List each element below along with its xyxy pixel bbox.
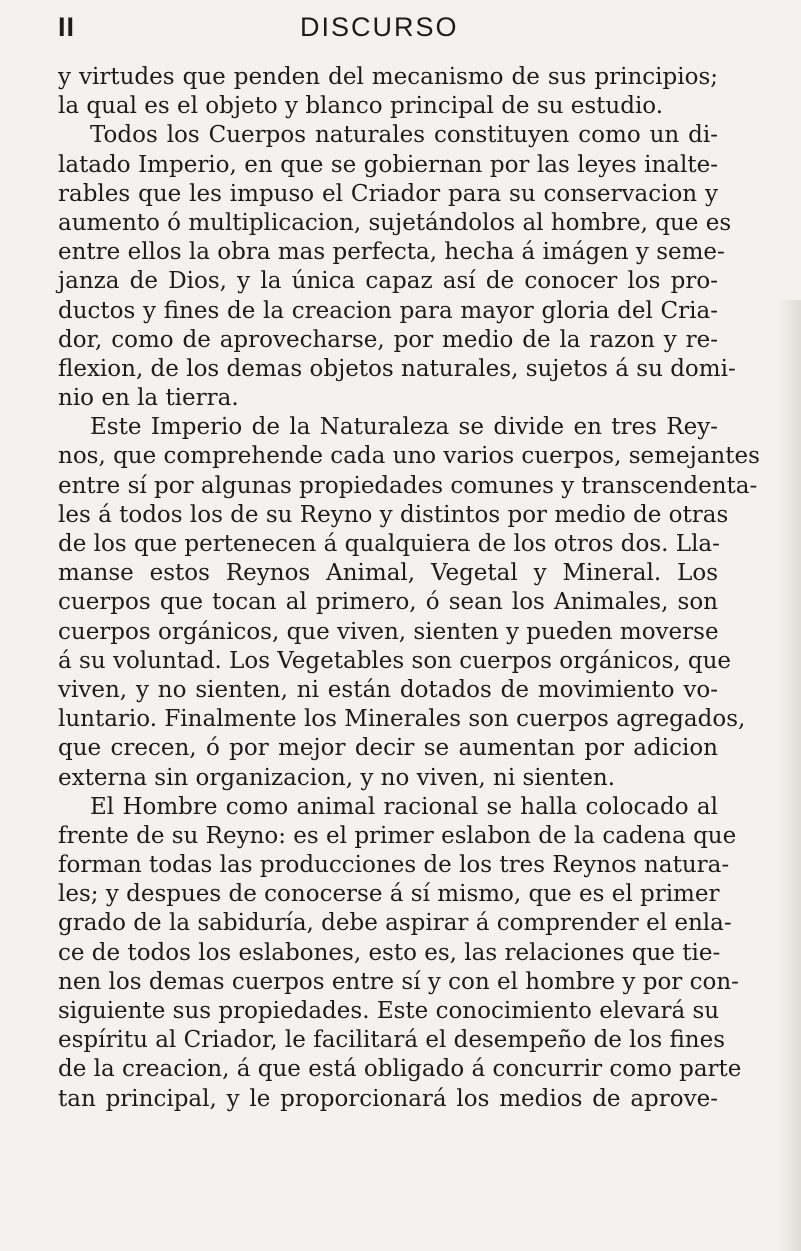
text-line: externa sin organizacion, y no viven, ni sienten. [58, 764, 616, 791]
text-line: viven, y no sienten, ni están dotados de movimiento vo- [58, 676, 718, 703]
text-line: El Hombre como animal racional se halla colocado al [90, 793, 718, 820]
text-line: janza de Dios, y la única capaz así de conocer los pro- [58, 268, 718, 295]
text-line: nos, que comprehende cada uno varios cuerpos, semejantes [58, 443, 760, 470]
text-line: frente de su Reyno: es el primer eslabon de la cadena que [58, 822, 737, 849]
text-line: les á todos los de su Reyno y distintos por medio de otras [58, 501, 729, 528]
text-line: ce de todos los eslabones, esto es, las relaciones que tie- [58, 939, 721, 966]
text-line: á su voluntad. Los Vegetables son cuerpos orgánicos, que [58, 647, 732, 674]
text-line: Este Imperio de la Naturaleza se divide en tres Rey- [90, 414, 718, 441]
text-line: espíritu al Criador, le facilitará el desempeño de los fines [58, 1027, 726, 1054]
page-edge-shadow [777, 300, 801, 1251]
text-line: dor, como de aprovecharse, por medio de la razon y re- [58, 326, 718, 353]
text-line: de los que pertenecen á qualquiera de los otros dos. Lla- [58, 531, 720, 557]
text-line: nen los demas cuerpos entre sí y con el hombre y por con- [58, 968, 739, 995]
text-line: flexion, de los demas objetos naturales, sujetos á su domi- [58, 355, 736, 382]
text-line: entre sí por algunas propiedades comunes y transcendenta- [58, 472, 758, 499]
text-line: latado Imperio, en que se gobiernan por las leyes inalte- [58, 151, 718, 178]
body-text [58, 63, 760, 1114]
text-line: Todos los Cuerpos naturales constituyen como un di- [90, 122, 718, 149]
text-line: aumento ó multiplicacion, sujetándolos al hombre, que es [58, 209, 732, 236]
text-line: que crecen, ó por mejor decir se aumentan por adicion [58, 735, 718, 762]
text-line: y virtudes que penden del mecanismo de sus principios; [58, 64, 718, 90]
page-number: II [58, 12, 76, 42]
page-header [58, 4, 718, 52]
text-line: la qual es el objeto y blanco principal de su estudio. [58, 93, 664, 120]
text-line: ductos y fines de la creacion para mayor gloria del Cria- [58, 297, 718, 324]
text-line: les; y despues de conocerse á sí mismo, que es el primer [58, 881, 720, 908]
text-line: grado de la sabiduría, debe aspirar á comprender el enla- [58, 910, 732, 937]
text-line: cuerpos que tocan al primero, ó sean los Animales, son [58, 589, 718, 616]
text-line: tan principal, y le proporcionará los medios de aprove- [58, 1085, 718, 1112]
text-line: nio en la tierra. [58, 385, 239, 412]
text-line: rables que les impuso el Criador para su conservacion y [58, 180, 718, 207]
text-line: forman todas las producciones de los tres Reynos natura- [58, 852, 730, 879]
running-title: DISCURSO [300, 12, 459, 42]
text-line: siguiente sus propiedades. Este conocimiento elevará su [58, 998, 720, 1024]
text-line: cuerpos orgánicos, que viven, sienten y pueden moverse [58, 618, 719, 645]
text-line: de la creacion, á que está obligado á concurrir como parte [58, 1056, 742, 1083]
text-line: entre ellos la obra mas perfecta, hecha á imágen y seme- [58, 239, 725, 266]
text-line: luntario. Finalmente los Minerales son cuerpos agregados, [58, 706, 746, 733]
text-line: manse estos Reynos Animal, Vegetal y Mineral. Los [58, 560, 718, 587]
